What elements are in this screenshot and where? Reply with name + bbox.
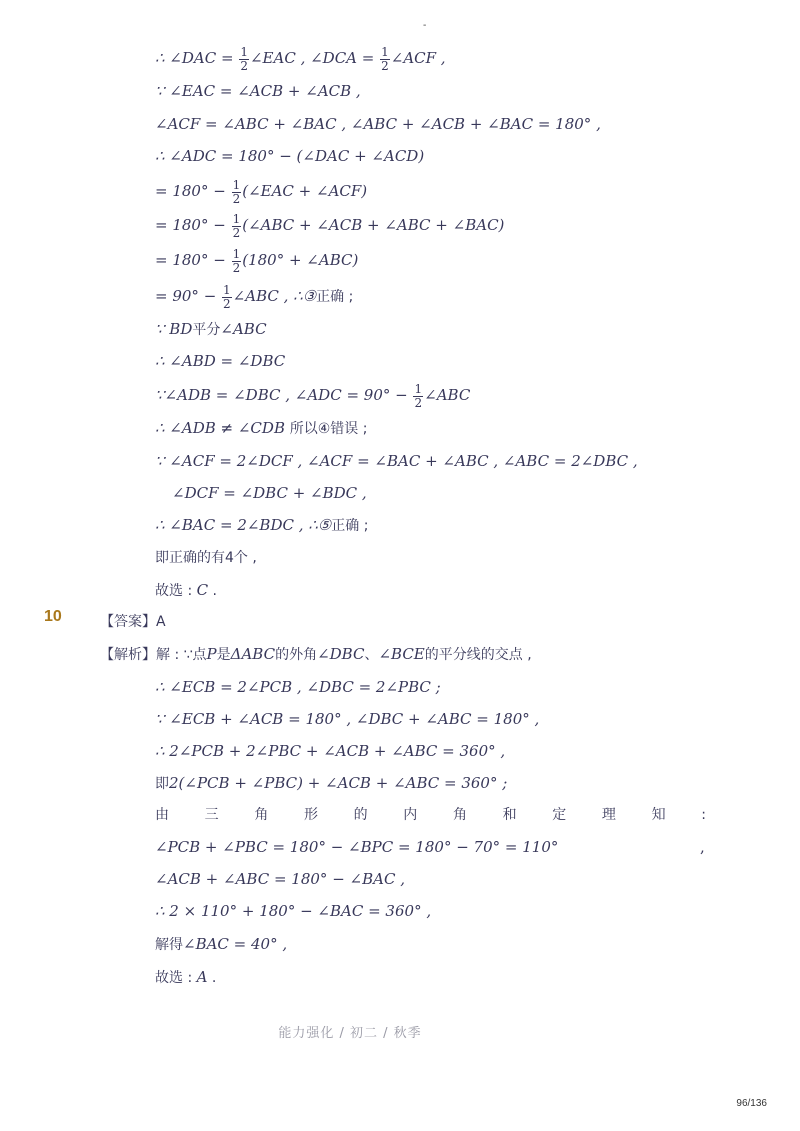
- fraction: $\frac{1}{2}$: [232, 246, 241, 275]
- solution-line-spread: 由 三 角 形 的 内 角 和 定 理 知 :: [155, 807, 706, 823]
- solution-line: ∠PCB + ∠PBC = 180° − ∠BPC = 180° − 70° = 110° ,: [155, 838, 705, 856]
- fraction: $\frac{1}{2}$: [240, 44, 248, 73]
- proof-line: = 180° − $\frac{1}{2}$ (∠EAC + ∠ACF): [155, 177, 368, 206]
- page-footer: 能力强化 / 初二 / 秋季: [278, 1026, 422, 1041]
- proof-line: ∠ACF = ∠ABC + ∠BAC , ∠ABC + ∠ACB + ∠BAC = 180° ,: [155, 115, 601, 133]
- proof-line: 故选 : C .: [155, 581, 218, 599]
- answer-line: [100, 606, 166, 636]
- proof-line: ∴ ∠ABD = ∠DBC: [155, 352, 286, 370]
- analysis-tag: 【解析】: [100, 647, 156, 663]
- solution-line: ∴ 2∠PCB + 2∠PBC + ∠ACB + ∠ABC = 360° ,: [155, 742, 506, 760]
- proof-line: ∴ ∠DAC = $\frac{1}{2}$ ∠EAC , ∠DCA = $\frac{1}{2}$ ∠ACF ,: [155, 44, 446, 73]
- proof-line: = 90° − $\frac{1}{2}$ ∠ABC , ∴③正确 ;: [155, 282, 354, 311]
- solution-line: 即2(∠PCB + ∠PBC) + ∠ACB + ∠ABC = 360° ;: [155, 774, 508, 792]
- proof-line: ∵ BD平分∠ABC: [155, 320, 267, 338]
- proof-line: = 180° − $\frac{1}{2}$ (180° + ∠ABC): [155, 246, 359, 275]
- fraction: $\frac{1}{2}$: [381, 44, 389, 73]
- proof-line: ∴ ∠ADB ≠ ∠CDB 所以④错误 ;: [155, 419, 368, 437]
- proof-line: ∵ ∠EAC = ∠ACB + ∠ACB ,: [155, 82, 361, 100]
- solution-line: 解得∠BAC = 40° ,: [155, 935, 288, 953]
- analysis-line: 【解析】解 : ∵点P是ΔABC的外角∠DBC、∠BCE的平分线的交点 ,: [100, 645, 532, 663]
- header-mark: -: [423, 20, 427, 31]
- solution-line: ∵ ∠ECB + ∠ACB = 180° , ∠DBC + ∠ABC = 180° ,: [155, 710, 540, 728]
- solution-line: 故选 : A .: [155, 968, 217, 986]
- page-number: 96/136: [736, 1098, 767, 1109]
- solution-line: ∴ ∠ECB = 2∠PCB , ∠DBC = 2∠PBC ;: [155, 678, 441, 696]
- answer-tag: 【答案】: [100, 614, 156, 630]
- solution-line: ∠ACB + ∠ABC = 180° − ∠BAC ,: [155, 870, 405, 888]
- proof-line: = 180° − $\frac{1}{2}$ (∠ABC + ∠ACB + ∠ABC + ∠BAC): [155, 211, 505, 240]
- question-number: 10: [44, 608, 62, 625]
- answer-value: A: [156, 614, 166, 630]
- proof-line: ∵ ∠ACF = 2∠DCF , ∠ACF = ∠BAC + ∠ABC , ∠ABC = 2∠DBC ,: [155, 452, 638, 470]
- proof-line: ∠DCF = ∠DBC + ∠BDC ,: [172, 484, 367, 502]
- fraction: $\frac{1}{2}$: [223, 282, 231, 311]
- solution-line: ∴ 2 × 110° + 180° − ∠BAC = 360° ,: [155, 902, 432, 920]
- proof-line: 即正确的有4个 ,: [155, 550, 257, 566]
- fraction: $\frac{1}{2}$: [232, 211, 241, 240]
- fraction: $\frac{1}{2}$: [232, 177, 241, 206]
- proof-line: ∴ ∠BAC = 2∠BDC , ∴⑤正确 ;: [155, 516, 369, 534]
- proof-line: ∴ ∠ADC = 180° − (∠DAC + ∠ACD): [155, 147, 425, 165]
- proof-line: ∵∠ADB = ∠DBC , ∠ADC = 90° − $\frac{1}{2}$ ∠ABC: [155, 381, 471, 410]
- fraction: $\frac{1}{2}$: [414, 381, 423, 410]
